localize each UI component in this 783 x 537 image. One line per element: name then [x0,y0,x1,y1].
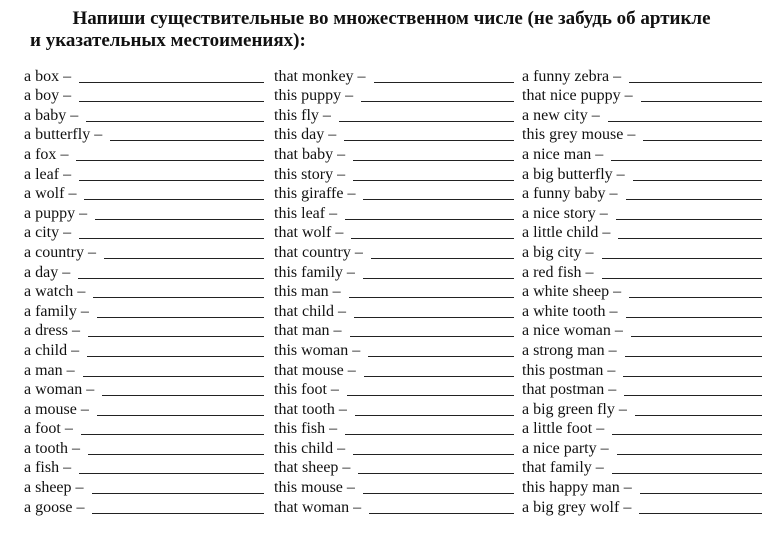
noun-phrase: this woman [274,341,349,359]
dash-separator: – [337,302,346,320]
answer-blank-line[interactable] [363,493,514,494]
exercise-row [274,419,514,439]
dash-separator: – [330,381,339,399]
answer-blank-line[interactable] [353,160,514,161]
exercise-row [522,66,762,86]
exercise-row [522,458,762,478]
answer-blank-line[interactable] [92,513,264,514]
dash-separator: – [86,381,95,399]
dash-separator: – [585,263,594,281]
answer-blank-line[interactable] [353,180,514,181]
dash-separator: – [609,302,618,320]
exercise-row [24,477,264,497]
exercise-row [24,380,264,400]
answer-blank-line[interactable] [624,395,762,396]
dash-separator: – [322,106,331,124]
noun-phrase: a goose [24,498,73,516]
answer-blank-line[interactable] [349,297,514,298]
dash-separator: – [72,439,80,457]
task-instruction-line-1: Напиши существительные во множественном числе (не забудь об артикле [72,8,711,29]
answer-blank-line[interactable] [345,219,514,220]
dash-separator: – [71,322,80,340]
answer-blank-line[interactable] [97,317,264,318]
noun-phrase: a big green fly [522,400,615,418]
answer-blank-line[interactable] [344,140,514,141]
answer-blank-line[interactable] [631,336,762,337]
dash-separator: – [347,185,356,203]
dash-separator: – [346,479,355,497]
answer-blank-line[interactable] [639,513,762,514]
noun-phrase: a leaf [24,165,60,183]
dash-separator: – [79,204,88,222]
noun-phrase: a little child [522,224,599,242]
exercise-row [24,203,264,223]
answer-blank-line[interactable] [93,297,264,298]
exercise-column-2 [274,66,514,517]
noun-phrase: a fox [24,145,57,163]
answer-blank-line[interactable] [608,121,762,122]
answer-blank-line[interactable] [363,199,514,200]
noun-phrase: a white sheep [522,283,610,301]
exercise-row [522,105,762,125]
task-instruction-line-2: и указательных местоимениях): [30,30,306,51]
exercise-row [24,321,264,341]
dash-separator: – [63,459,72,477]
exercise-row [522,223,762,243]
answer-blank-line[interactable] [83,376,264,377]
dash-separator: – [76,498,85,516]
noun-phrase: that country [274,243,351,261]
noun-phrase: a nice woman [522,322,611,340]
dash-separator: – [599,204,608,222]
dash-separator: – [608,381,617,399]
dash-separator: – [602,224,611,242]
dash-separator: – [63,224,72,242]
exercise-row [522,282,762,302]
exercise-row [522,438,762,458]
answer-blank-line[interactable] [617,454,762,455]
answer-blank-line[interactable] [626,317,762,318]
answer-blank-line[interactable] [79,473,264,474]
noun-phrase: a strong man [522,341,605,359]
noun-phrase: a butterfly [24,126,91,144]
exercise-row [522,419,762,439]
answer-blank-line[interactable] [611,160,762,161]
noun-phrase: that tooth [274,400,335,418]
noun-phrase: a puppy [24,204,76,222]
noun-phrase: a day [24,263,59,281]
noun-phrase: a mouse [24,400,77,418]
exercise-row [522,144,762,164]
exercise-row [274,282,514,302]
exercise-row [522,380,762,400]
exercise-row [274,301,514,321]
dash-separator: – [329,420,338,438]
answer-blank-line[interactable] [363,278,514,279]
noun-phrase: that monkey [274,67,354,85]
dash-separator: – [63,67,72,85]
noun-phrase: this day [274,126,325,144]
answer-blank-line[interactable] [76,160,264,161]
dash-separator: – [595,459,604,477]
answer-blank-line[interactable] [79,238,264,239]
answer-blank-line[interactable] [339,121,514,122]
dash-separator: – [337,439,346,457]
answer-blank-line[interactable] [602,258,762,259]
answer-blank-line[interactable] [97,415,264,416]
dash-separator: – [80,400,89,418]
dash-separator: – [62,263,71,281]
dash-separator: – [585,243,594,261]
noun-phrase: this fly [274,106,319,124]
answer-blank-line[interactable] [635,415,762,416]
noun-phrase: a big city [522,243,582,261]
answer-blank-line[interactable] [361,101,514,102]
dash-separator: – [357,67,366,85]
answer-blank-line[interactable] [364,376,514,377]
noun-phrase: a tooth [24,439,68,457]
answer-blank-line[interactable] [102,395,264,396]
dash-separator: – [64,420,73,438]
exercise-row [274,340,514,360]
answer-blank-line[interactable] [602,278,762,279]
dash-separator: – [352,341,361,359]
answer-blank-line[interactable] [374,82,514,83]
noun-phrase: a baby [24,106,67,124]
exercise-row [274,321,514,341]
answer-blank-line[interactable] [626,199,762,200]
exercise-row [274,86,514,106]
noun-phrase: a little foot [522,420,593,438]
noun-phrase: this story [274,165,334,183]
exercise-row [24,458,264,478]
exercise-row [274,242,514,262]
noun-phrase: a woman [24,381,83,399]
exercise-row [24,86,264,106]
noun-phrase: a sheep [24,479,72,497]
noun-phrase: a child [24,341,68,359]
exercise-column-1 [24,66,264,517]
dash-separator: – [624,87,633,105]
dash-separator: – [345,87,354,105]
answer-blank-line[interactable] [612,473,762,474]
answer-blank-line[interactable] [104,258,264,259]
exercise-row [274,66,514,86]
exercise-row [274,438,514,458]
noun-phrase: a watch [24,283,74,301]
exercise-row [24,184,264,204]
dash-separator: – [623,498,632,516]
exercise-column-3 [522,66,762,517]
answer-blank-line[interactable] [79,101,264,102]
exercise-row [522,164,762,184]
exercise-row [522,301,762,321]
dash-separator: – [68,185,77,203]
exercise-row [522,340,762,360]
answer-blank-line[interactable] [618,238,762,239]
answer-blank-line[interactable] [81,434,264,435]
dash-separator: – [70,106,79,124]
noun-phrase: that wolf [274,224,332,242]
dash-separator: – [87,243,96,261]
dash-separator: – [66,361,75,379]
noun-phrase: this mouse [274,479,343,497]
answer-blank-line[interactable] [84,199,264,200]
dash-separator: – [614,322,623,340]
noun-phrase: that child [274,302,334,320]
exercise-row [522,262,762,282]
exercise-row [274,399,514,419]
answer-blank-line[interactable] [353,454,514,455]
noun-phrase: that baby [274,145,334,163]
dash-separator: – [608,341,617,359]
dash-separator: – [63,87,72,105]
answer-blank-line[interactable] [351,238,514,239]
exercise-row [522,497,762,517]
dash-separator: – [346,263,355,281]
dash-separator: – [60,145,69,163]
exercise-row [24,125,264,145]
noun-phrase: this child [274,439,334,457]
noun-phrase: this family [274,263,343,281]
answer-blank-line[interactable] [625,356,762,357]
dash-separator: – [338,400,347,418]
noun-phrase: a nice story [522,204,596,222]
exercise-row [274,164,514,184]
answer-blank-line[interactable] [629,297,762,298]
answer-blank-line[interactable] [355,415,514,416]
exercise-row [24,242,264,262]
answer-blank-line[interactable] [640,493,762,494]
noun-phrase: a family [24,302,77,320]
dash-separator: – [353,498,362,516]
dash-separator: – [337,145,346,163]
dash-separator: – [63,165,72,183]
exercise-row [522,399,762,419]
dash-separator: – [337,165,346,183]
answer-blank-line[interactable] [643,140,762,141]
noun-phrase: a big grey wolf [522,498,620,516]
answer-blank-line[interactable] [79,82,264,83]
answer-blank-line[interactable] [354,317,514,318]
exercise-row [24,399,264,419]
dash-separator: – [77,283,86,301]
noun-phrase: that mouse [274,361,344,379]
dash-separator: – [596,420,605,438]
noun-phrase: a funny baby [522,185,606,203]
answer-blank-line[interactable] [629,82,762,83]
noun-phrase: that woman [274,498,350,516]
exercise-row [274,125,514,145]
exercise-row [274,380,514,400]
answer-blank-line[interactable] [88,336,264,337]
dash-separator: – [613,283,622,301]
exercise-row [24,301,264,321]
exercise-row [24,66,264,86]
dash-separator: – [607,361,616,379]
noun-phrase: this leaf [274,204,326,222]
noun-phrase: a foot [24,420,61,438]
noun-phrase: this foot [274,381,327,399]
noun-phrase: a nice man [522,145,592,163]
noun-phrase: a red fish [522,263,582,281]
exercise-row [274,497,514,517]
noun-phrase: a fish [24,459,60,477]
exercise-row [274,477,514,497]
exercise-row [274,458,514,478]
dash-separator: – [94,126,103,144]
answer-blank-line[interactable] [110,140,264,141]
dash-separator: – [616,165,625,183]
noun-phrase: that postman [522,381,605,399]
noun-phrase: this puppy [274,87,342,105]
noun-phrase: a boy [24,87,60,105]
exercise-row [274,105,514,125]
dash-separator: – [600,439,609,457]
exercise-row [274,144,514,164]
exercise-row [24,497,264,517]
answer-blank-line[interactable] [633,180,762,181]
noun-phrase: a country [24,243,84,261]
noun-phrase: that man [274,322,330,340]
answer-blank-line[interactable] [95,219,264,220]
dash-separator: – [613,67,622,85]
answer-blank-line[interactable] [369,513,514,514]
answer-blank-line[interactable] [350,336,514,337]
answer-blank-line[interactable] [623,376,762,377]
exercise-row [24,419,264,439]
noun-phrase: a city [24,224,60,242]
exercise-row [522,203,762,223]
answer-blank-line[interactable] [86,121,264,122]
answer-blank-line[interactable] [616,219,762,220]
exercise-row [24,360,264,380]
exercise-row [24,262,264,282]
noun-phrase: that nice puppy [522,87,621,105]
exercise-row [522,184,762,204]
exercise-row [274,223,514,243]
task-instruction [0,8,783,52]
noun-phrase: that sheep [274,459,339,477]
dash-separator: – [342,459,351,477]
exercise-row [24,223,264,243]
dash-separator: – [80,302,89,320]
noun-phrase: a funny zebra [522,67,610,85]
dash-separator: – [623,479,632,497]
noun-phrase: this grey mouse [522,126,624,144]
answer-blank-line[interactable] [358,473,514,474]
answer-blank-line[interactable] [368,356,514,357]
answer-blank-line[interactable] [88,454,264,455]
dash-separator: – [328,126,337,144]
answer-blank-line[interactable] [79,180,264,181]
noun-phrase: this man [274,283,329,301]
exercise-row [24,438,264,458]
dash-separator: – [354,243,363,261]
noun-phrase: a white tooth [522,302,606,320]
dash-separator: – [627,126,636,144]
exercise-row [274,203,514,223]
dash-separator: – [329,204,338,222]
dash-separator: – [618,400,627,418]
dash-separator: – [609,185,618,203]
noun-phrase: a wolf [24,185,65,203]
exercise-row [522,477,762,497]
noun-phrase: this fish [274,420,326,438]
exercise-row [522,360,762,380]
exercise-row [24,144,264,164]
dash-separator: – [333,322,342,340]
noun-phrase: a man [24,361,63,379]
dash-separator: – [71,341,80,359]
dash-separator: – [591,106,600,124]
exercise-row [274,262,514,282]
dash-separator: – [335,224,344,242]
answer-blank-line[interactable] [92,493,264,494]
noun-phrase: a new city [522,106,588,124]
answer-blank-line[interactable] [371,258,514,259]
noun-phrase: this postman [522,361,604,379]
noun-phrase: this giraffe [274,185,344,203]
exercise-row [24,282,264,302]
exercise-row [274,184,514,204]
exercise-row [522,86,762,106]
exercise-row [24,105,264,125]
exercise-row [522,321,762,341]
answer-blank-line[interactable] [612,434,762,435]
answer-blank-line[interactable] [641,101,762,102]
dash-separator: – [332,283,341,301]
noun-phrase: a big butterfly [522,165,613,183]
exercise-row [24,164,264,184]
dash-separator: – [347,361,356,379]
answer-blank-line[interactable] [87,356,264,357]
answer-blank-line[interactable] [347,395,514,396]
answer-blank-line[interactable] [78,278,264,279]
noun-phrase: a nice party [522,439,597,457]
exercise-row [522,242,762,262]
exercise-row [522,125,762,145]
exercise-row [274,360,514,380]
noun-phrase: a dress [24,322,68,340]
noun-phrase: that family [522,459,592,477]
noun-phrase: this happy man [522,479,620,497]
noun-phrase: a box [24,67,60,85]
answer-blank-line[interactable] [345,434,514,435]
dash-separator: – [75,479,84,497]
dash-separator: – [595,145,604,163]
exercise-row [24,340,264,360]
